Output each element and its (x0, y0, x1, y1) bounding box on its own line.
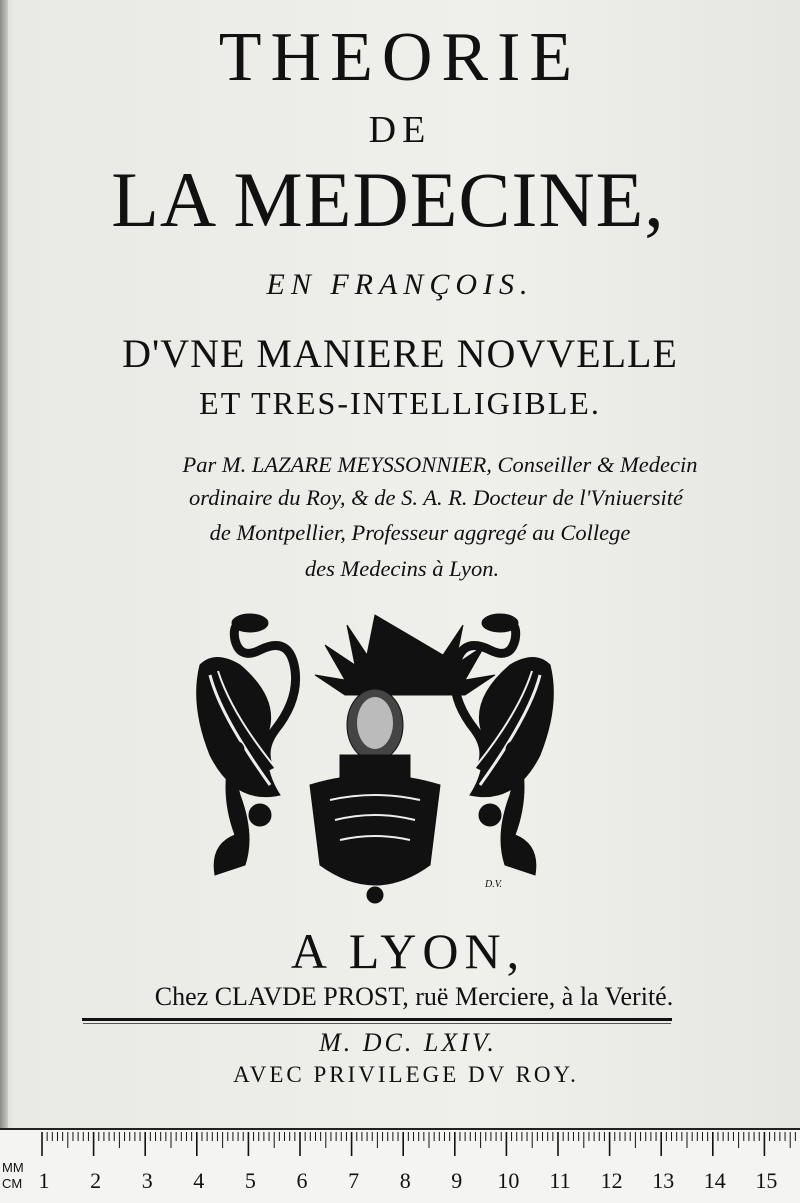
ruler-number: 8 (399, 1168, 411, 1193)
ruler-number: 10 (497, 1168, 520, 1193)
ruler-number: 13 (652, 1168, 675, 1193)
imprint-year: M. DC. LXIV. (319, 1028, 497, 1057)
ruler-number: 14 (703, 1168, 726, 1193)
measurement-ruler (0, 1128, 800, 1203)
ruler-number: 1 (38, 1168, 50, 1193)
subtitle-maniere-nouvelle: D'VNE MANIERE NOVVELLE (122, 331, 678, 376)
ruler-number: 3 (141, 1168, 153, 1193)
imprint-privilege: AVEC PRIVILEGE DV ROY. (233, 1062, 579, 1087)
ruler-unit-cm: CM (2, 1176, 23, 1191)
printers-ornament-woodcut (190, 605, 560, 915)
ruler-number: 12 (600, 1168, 623, 1193)
author-line-1: Par M. LAZARE MEYSSONNIER, Conseiller & Medecin (182, 452, 698, 477)
ruler-number: 7 (348, 1168, 360, 1193)
ruler-number: 4 (193, 1168, 205, 1193)
imprint-publisher: Chez CLAVDE PROST, ruë Merciere, à la Verité. (154, 982, 674, 1011)
double-rule-divider (82, 1018, 672, 1021)
title-line-theorie: THEORIE (218, 19, 582, 96)
ruler-number: 2 (90, 1168, 102, 1193)
subtitle-tres-intelligible: ET TRES-INTELLIGIBLE. (199, 385, 601, 421)
ruler-number: 9 (451, 1168, 463, 1193)
imprint-city: A LYON, (290, 923, 526, 979)
ruler-unit-mm: MM (2, 1160, 24, 1175)
subtitle-en-francois: EN FRANÇOIS. (266, 268, 534, 301)
author-line-4: des Medecins à Lyon. (304, 556, 500, 581)
ruler-number: 15 (755, 1168, 778, 1193)
ruler-number: 5 (244, 1168, 256, 1193)
woodcut-signature: D.V. (485, 879, 503, 890)
ruler-number: 6 (296, 1168, 308, 1193)
ruler-number: 11 (549, 1168, 571, 1193)
ruler-scale (0, 1130, 800, 1203)
title-line-la-medecine: LA MEDECINE, (111, 156, 665, 243)
author-line-2: ordinaire du Roy, & de S. A. R. Docteur de l'Vniuersité (189, 485, 683, 510)
title-line-de: DE (368, 109, 432, 151)
author-line-3: de Montpellier, Professeur aggregé au College (209, 520, 631, 545)
